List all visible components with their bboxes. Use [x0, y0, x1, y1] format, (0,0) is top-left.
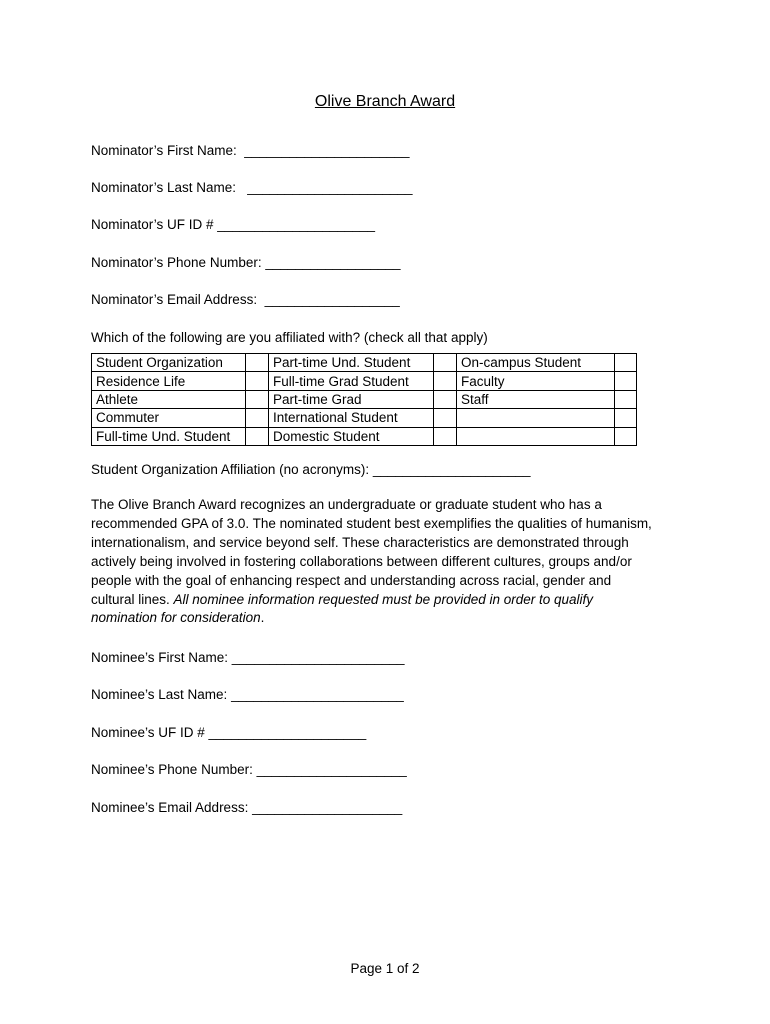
affiliation-option-label: On-campus Student: [457, 354, 615, 372]
affiliation-checkbox[interactable]: [434, 409, 457, 427]
nominator-last-name-field: Nominator’s Last Name: ______________________: [91, 180, 413, 195]
affiliation-prompt: Which of the following are you affiliated with? (check all that apply): [91, 330, 488, 345]
description-line: [91, 609, 691, 628]
table-row: [92, 390, 637, 408]
affiliation-table: [91, 353, 637, 446]
affiliation-checkbox[interactable]: [615, 354, 637, 372]
description-requirement-note-end: nomination for consideration: [91, 610, 261, 626]
nominator-first-name-field: Nominator’s First Name: ______________________: [91, 143, 410, 158]
affiliation-checkbox[interactable]: [434, 354, 457, 372]
affiliation-option-label: Faculty: [457, 372, 615, 390]
table-row: [92, 372, 637, 390]
affiliation-checkbox[interactable]: [615, 372, 637, 390]
org-affiliation-field: Student Organization Affiliation (no acronyms): _____________________: [91, 462, 531, 477]
nominator-uf-id-field: Nominator’s UF ID # _____________________: [91, 217, 375, 232]
affiliation-checkbox[interactable]: [434, 372, 457, 390]
description-line: recommended GPA of 3.0. The nominated student best exemplifies the qualities of humanism,: [91, 515, 652, 531]
affiliation-option-label: Part-time Grad: [269, 390, 434, 408]
description-line: people with the goal of enhancing respect and understanding across racial, gender and: [91, 572, 612, 588]
affiliation-empty-cell: [457, 409, 615, 427]
award-description: [91, 496, 691, 628]
nominator-phone-field: Nominator’s Phone Number: __________________: [91, 255, 401, 270]
affiliation-checkbox[interactable]: [434, 390, 457, 408]
affiliation-checkbox[interactable]: [615, 390, 637, 408]
table-row: [92, 409, 637, 427]
affiliation-option-label: Student Organization: [92, 354, 246, 372]
affiliation-option-label: Residence Life: [92, 372, 246, 390]
affiliation-checkbox[interactable]: [246, 354, 269, 372]
nominee-first-name-field: Nominee’s First Name: _______________________: [91, 650, 405, 665]
affiliation-empty-box: [615, 409, 637, 427]
description-period: .: [260, 610, 265, 626]
nominee-last-name-field: Nominee’s Last Name: _______________________: [91, 687, 404, 702]
page-number: Page 1 of 2: [350, 961, 420, 976]
affiliation-option-label: Full-time Und. Student: [92, 427, 246, 445]
affiliation-option-label: Athlete: [92, 390, 246, 408]
affiliation-empty-cell: [457, 427, 615, 445]
nominee-uf-id-field: Nominee’s UF ID # _____________________: [91, 725, 367, 740]
affiliation-option-label: Full-time Grad Student: [269, 372, 434, 390]
description-line: actively being involved in fostering collaborations between different cultures, groups and/or: [91, 553, 632, 569]
affiliation-option-label: Commuter: [92, 409, 246, 427]
nominee-email-field: Nominee’s Email Address: ____________________: [91, 800, 403, 815]
table-row: [92, 427, 637, 445]
affiliation-option-label: Part-time Und. Student: [269, 354, 434, 372]
document-title: Olive Branch Award: [314, 93, 456, 110]
affiliation-option-label: International Student: [269, 409, 434, 427]
description-line: The Olive Branch Award recognizes an undergraduate or graduate student who has a: [91, 497, 602, 512]
affiliation-option-label: Staff: [457, 390, 615, 408]
affiliation-checkbox[interactable]: [246, 390, 269, 408]
nominator-email-field: Nominator’s Email Address: __________________: [91, 292, 400, 307]
affiliation-checkbox[interactable]: [246, 372, 269, 390]
description-line: [91, 591, 691, 610]
affiliation-checkbox[interactable]: [246, 427, 269, 445]
affiliation-option-label: Domestic Student: [269, 427, 434, 445]
description-line: internationalism, and service beyond self. These characteristics are demonstrated through: [91, 534, 629, 550]
nominee-phone-field: Nominee’s Phone Number: ____________________: [91, 762, 407, 777]
affiliation-checkbox[interactable]: [246, 409, 269, 427]
description-plain-text: cultural lines.: [91, 591, 174, 607]
description-requirement-note: All nominee information requested must be provided in order to qualify: [173, 591, 594, 607]
affiliation-checkbox[interactable]: [434, 427, 457, 445]
table-row: [92, 354, 637, 372]
affiliation-empty-box: [615, 427, 637, 445]
